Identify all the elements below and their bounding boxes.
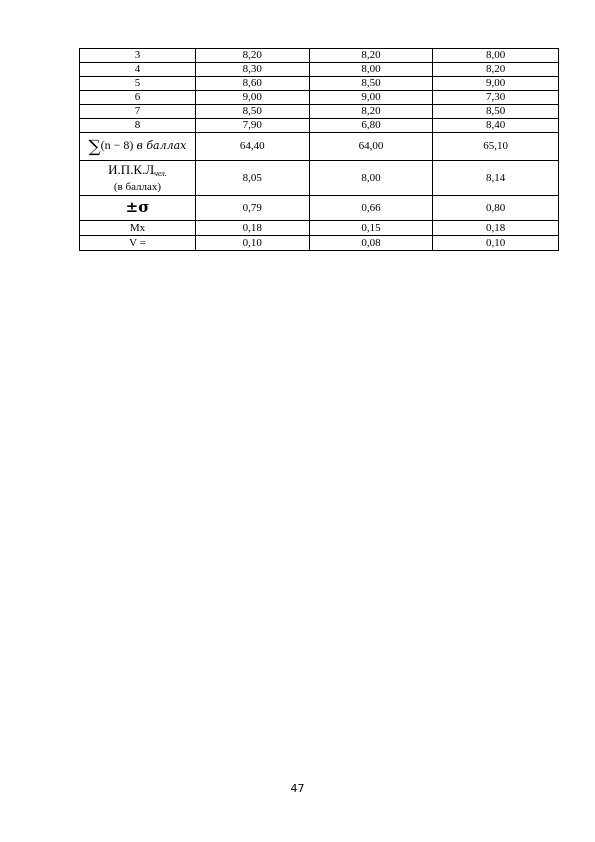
table-cell: 8,20 (309, 49, 433, 63)
ipkl-label-subscript: чел. (154, 169, 167, 178)
sum-label-cell (80, 133, 196, 161)
table-cell: 0,10 (433, 236, 559, 251)
table-cell: 0,18 (433, 221, 559, 236)
table-cell: 9,00 (309, 91, 433, 105)
row-label-cell: 6 (80, 91, 196, 105)
table-cell: 0,66 (309, 196, 433, 221)
v-label-cell: V = (80, 236, 196, 251)
table-cell: 0,15 (309, 221, 433, 236)
table-cell: 8,00 (309, 63, 433, 77)
table-cell: 8,40 (433, 119, 559, 133)
summation-symbol: ∑ (88, 137, 101, 157)
table-cell: 8,20 (309, 105, 433, 119)
ipkl-label-note: (в баллах) (113, 181, 162, 193)
table-cell: 0,18 (195, 221, 309, 236)
table-cell: 8,20 (433, 63, 559, 77)
table-cell: 9,00 (195, 91, 309, 105)
table-cell: 0,10 (195, 236, 309, 251)
table-row (80, 119, 559, 133)
table-cell: 64,00 (309, 133, 433, 161)
table-cell: 8,20 (195, 49, 309, 63)
ipkl-label-main: И.П.К.Л (108, 162, 155, 177)
table-row (80, 91, 559, 105)
sigma-label: ±σ (125, 197, 150, 216)
ipkl-row (80, 161, 559, 196)
table-cell: 64,40 (195, 133, 309, 161)
results-table (79, 48, 559, 251)
sum-formula (88, 137, 187, 157)
table-cell: 8,00 (433, 49, 559, 63)
table-cell: 8,50 (195, 105, 309, 119)
table-cell: 8,50 (433, 105, 559, 119)
table-cell: 8,00 (309, 161, 433, 196)
table-cell: 8,14 (433, 161, 559, 196)
row-label-cell: 5 (80, 77, 196, 91)
table-cell: 0,08 (309, 236, 433, 251)
v-row (80, 236, 559, 251)
table-cell: 6,80 (309, 119, 433, 133)
results-table-body (80, 49, 559, 251)
sigma-label-cell (80, 196, 196, 221)
table-cell: 9,00 (433, 77, 559, 91)
table-cell: 0,79 (195, 196, 309, 221)
table-row (80, 49, 559, 63)
table-cell: 8,60 (195, 77, 309, 91)
table-cell: 7,90 (195, 119, 309, 133)
sum-unit: в баллах (136, 139, 187, 152)
row-label-cell: 8 (80, 119, 196, 133)
table-row (80, 63, 559, 77)
table-cell: 0,80 (433, 196, 559, 221)
ipkl-label (80, 162, 195, 181)
sum-expression: (n − 8) (100, 138, 134, 152)
sigma-row (80, 196, 559, 221)
page-number: 47 (290, 782, 305, 795)
row-label-cell: 7 (80, 105, 196, 119)
row-label-cell: 3 (80, 49, 196, 63)
sum-row (80, 133, 559, 161)
table-cell: 7,30 (433, 91, 559, 105)
table-cell: 65,10 (433, 133, 559, 161)
table-row (80, 77, 559, 91)
table-cell: 8,30 (195, 63, 309, 77)
table-row (80, 105, 559, 119)
table-cell: 8,05 (195, 161, 309, 196)
row-label-cell: 4 (80, 63, 196, 77)
mx-row (80, 221, 559, 236)
table-cell: 8,50 (309, 77, 433, 91)
ipkl-label-cell (80, 161, 196, 196)
mx-label-cell: Mx (80, 221, 196, 236)
